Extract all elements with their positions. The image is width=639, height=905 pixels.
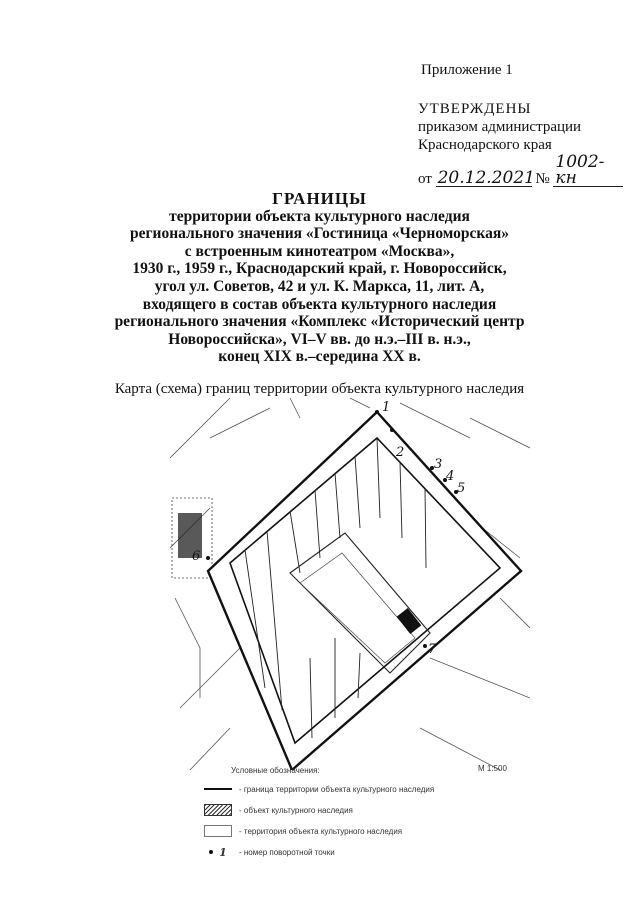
heading-line-9: Новороссийска», VI–V вв. до н.э.–III в. н.э.,: [168, 330, 471, 348]
number-prefix: №: [535, 171, 550, 187]
point-dot-icon: [209, 850, 213, 854]
legend-title: Условные обозначения:: [231, 766, 320, 775]
turning-point-symbol: [203, 846, 233, 858]
approval-line-2: Краснодарского края: [418, 137, 552, 153]
hatched-area-symbol: [203, 804, 233, 816]
map-scale: М 1:500: [478, 764, 507, 773]
legend-item-point: [203, 844, 434, 860]
turning-point-6: [206, 556, 210, 560]
heading-line-2: территории объекта культурного наследия: [169, 207, 470, 225]
point-label-1: 1: [382, 400, 391, 415]
heading-line-4: с встроенным кинотеатром «Москва»,: [184, 242, 455, 260]
appendix-label: Приложение 1: [421, 62, 513, 78]
turning-point-1: [375, 410, 379, 414]
territory-area-symbol: [203, 825, 233, 837]
heading-line-7: входящего в состав объекта культурного наследия: [142, 295, 497, 313]
approval-date-row: [418, 154, 623, 188]
approval-title: УТВЕРЖДЕНЫ: [418, 101, 532, 117]
date-value: 20.12.2021: [437, 168, 535, 188]
legend-label-boundary: - граница территории объекта культурного наследия: [239, 784, 435, 794]
point-label-2: 2: [396, 445, 405, 460]
number-value: 1002-кн: [553, 154, 623, 187]
legend-label-territory: - территория объекта культурного наследия: [239, 826, 403, 836]
date-prefix: от: [418, 171, 432, 187]
point-label-7: 7: [428, 642, 437, 657]
document-heading: [0, 190, 639, 366]
heading-line-5: 1930 г., 1959 г., Краснодарский край, г. Новороссийск,: [132, 260, 507, 278]
approval-line-1: приказом администрации: [418, 119, 582, 135]
turning-point-7: [423, 644, 427, 648]
legend-label-object: - объект культурного наследия: [239, 805, 353, 815]
heading-line-10: конец XIX в.–середина XX в.: [218, 348, 421, 366]
heading-line-3: регионального значения «Гостиница «Черноморская»: [130, 225, 509, 243]
approval-block: [418, 100, 623, 188]
point-label-3: 3: [434, 457, 443, 472]
legend-item-object: [203, 802, 434, 818]
point-label-5: 5: [457, 481, 466, 496]
heading-line-6: угол ул. Советов, 42 и ул. К. Маркса, 11, лит. А,: [154, 277, 485, 295]
map-caption: Карта (схема) границ территории объекта культурного наследия: [114, 381, 525, 397]
heading-line-1: ГРАНИЦЫ: [272, 189, 367, 208]
legend: [203, 766, 434, 865]
legend-item-boundary: [203, 781, 434, 797]
point-marker-number: 1: [219, 845, 227, 859]
turning-point-2: [390, 428, 394, 432]
point-label-6: 6: [192, 549, 201, 564]
legend-label-point: - номер поворотной точки: [239, 847, 335, 857]
point-label-4: 4: [446, 469, 455, 484]
boundary-line-symbol: [203, 783, 233, 795]
heading-line-8: регионального значения «Комплекс «Исторический центр: [114, 313, 525, 331]
boundary-map: [170, 398, 530, 770]
legend-item-territory: [203, 823, 434, 839]
